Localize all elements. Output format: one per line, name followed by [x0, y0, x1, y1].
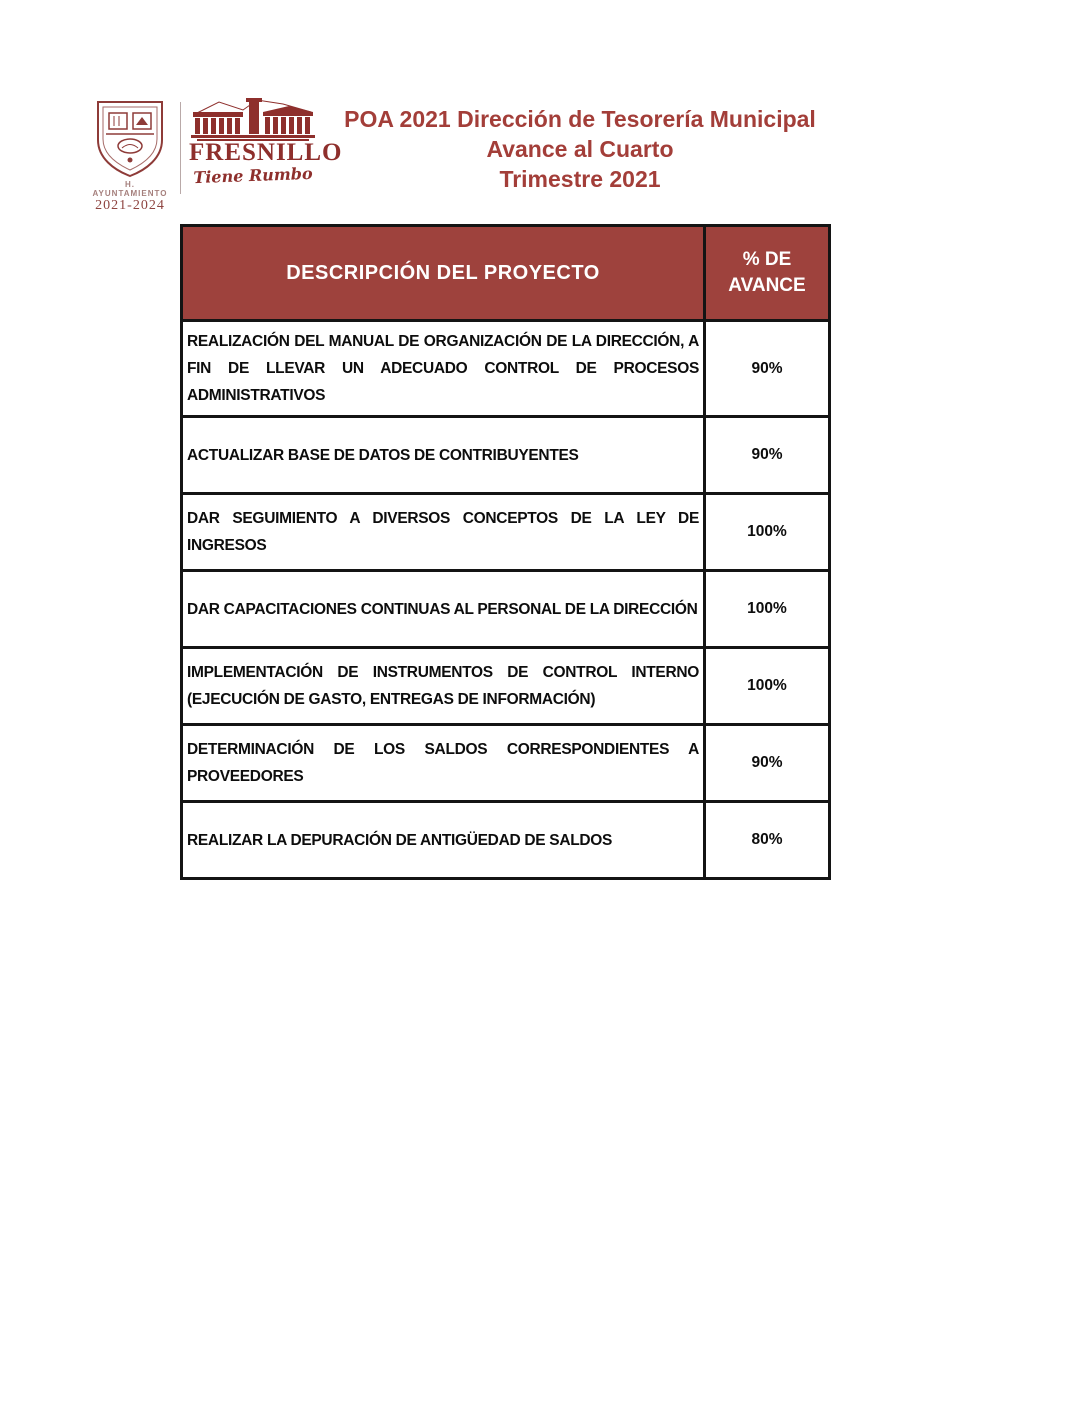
table-row [182, 648, 830, 725]
row-avance: 90% [705, 321, 830, 417]
row-descripcion: REALIZACIÓN DEL MANUAL DE ORGANIZACIÓN DE LA DIRECCIÓN, A FIN DE LLEVAR UN ADECUADO CONTROL DE PROCESOS ADMINISTRATIVOS [182, 321, 705, 417]
title-line-1: POA 2021 Dirección de Tesorería Municipal [344, 106, 816, 132]
title-line-2: Avance al Cuarto [486, 136, 674, 162]
fresnillo-wordmark: FRESNILLO [189, 139, 343, 166]
row-descripcion: REALIZAR LA DEPURACIÓN DE ANTIGÜEDAD DE SALDOS [182, 802, 705, 879]
table-row [182, 417, 830, 494]
row-descripcion: DAR CAPACITACIONES CONTINUAS AL PERSONAL DE LA DIRECCIÓN [182, 571, 705, 648]
row-descripcion: DETERMINACIÓN DE LOS SALDOS CORRESPONDIENTES A PROVEEDORES [182, 725, 705, 802]
row-avance: 100% [705, 494, 830, 571]
table-row [182, 725, 830, 802]
logo-group [88, 98, 343, 214]
table-row [182, 494, 830, 571]
row-avance: 100% [705, 648, 830, 725]
page-title [300, 104, 860, 194]
col-header-descripcion: DESCRIPCIÓN DEL PROYECTO [182, 226, 705, 321]
table-row [182, 321, 830, 417]
row-avance: 80% [705, 802, 830, 879]
title-line-3: Trimestre 2021 [499, 166, 661, 192]
table-row [182, 802, 830, 879]
table-header-row [182, 226, 830, 321]
fresnillo-tagline: Tiene Rumbo [193, 163, 313, 188]
fresnillo-logo [189, 98, 343, 188]
ayuntamiento-logo [88, 98, 172, 214]
table-body [182, 321, 830, 879]
page-header [0, 0, 1088, 213]
coat-of-arms-icon [88, 98, 172, 178]
table-row [182, 571, 830, 648]
row-avance: 90% [705, 417, 830, 494]
shield-caption: H. AYUNTAMIENTO [92, 180, 168, 198]
shield-period: 2021-2024 [95, 198, 165, 213]
row-avance: 90% [705, 725, 830, 802]
row-avance: 100% [705, 571, 830, 648]
row-descripcion: IMPLEMENTACIÓN DE INSTRUMENTOS DE CONTROL INTERNO (EJECUCIÓN DE GASTO, ENTREGAS DE INFORMACIÓN) [182, 648, 705, 725]
row-descripcion: ACTUALIZAR BASE DE DATOS DE CONTRIBUYENTES [182, 417, 705, 494]
monument-building-icon [189, 98, 317, 142]
logo-divider [180, 102, 181, 194]
col-header-avance: % DE AVANCE [705, 226, 830, 321]
row-descripcion: DAR SEGUIMIENTO A DIVERSOS CONCEPTOS DE LA LEY DE INGRESOS [182, 494, 705, 571]
poa-progress-table [180, 224, 831, 880]
